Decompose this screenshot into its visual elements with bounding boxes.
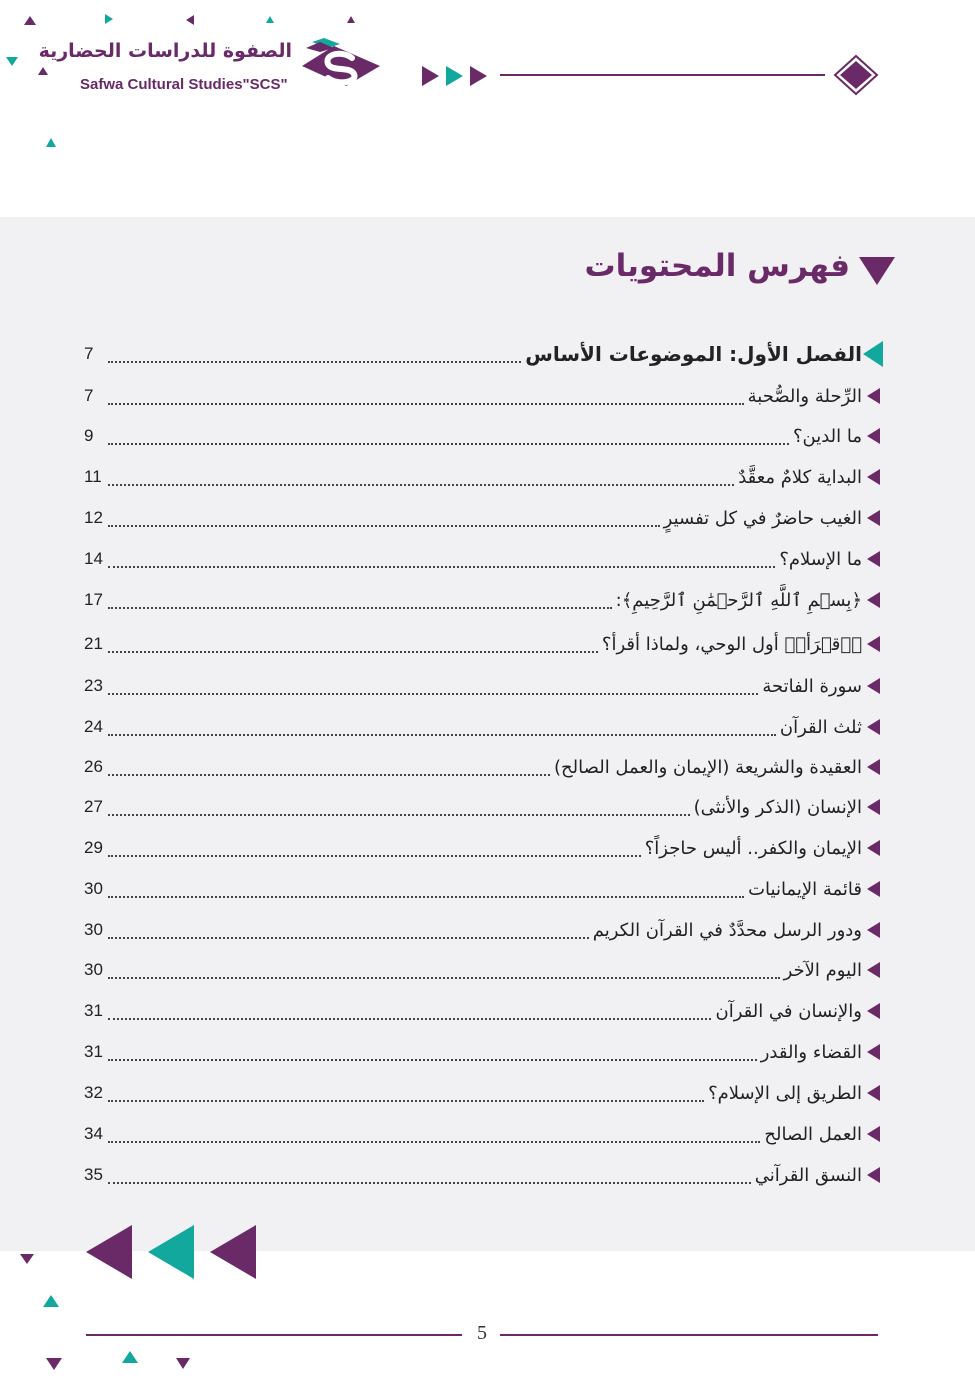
dot-leader xyxy=(108,732,776,736)
dot-leader xyxy=(108,772,550,776)
bullet-triangle-icon xyxy=(862,469,884,485)
toc-entry-title: سورة الفاتحة xyxy=(762,675,862,697)
decor-triangle xyxy=(6,57,18,66)
bullet-triangle-icon xyxy=(862,592,884,608)
toc-page-number: 31 xyxy=(84,1042,103,1061)
dot-leader xyxy=(108,649,598,653)
toc-page-number: 24 xyxy=(84,717,103,736)
bullet-triangle-icon xyxy=(862,799,884,815)
toc-row[interactable] xyxy=(84,666,884,706)
toc-row[interactable] xyxy=(84,580,884,620)
dot-leader xyxy=(108,1098,704,1102)
dot-leader xyxy=(108,1016,711,1020)
toc-row[interactable] xyxy=(84,787,884,827)
toc-page-number: 21 xyxy=(84,634,103,653)
toc-entry-title: ثلث القرآن xyxy=(779,716,862,738)
toc-row[interactable] xyxy=(84,624,884,664)
toc-row[interactable] xyxy=(84,1073,884,1113)
toc-page-number: 9 xyxy=(84,426,94,445)
toc-row[interactable] xyxy=(84,950,884,990)
arrow-right-icon xyxy=(470,66,487,86)
dot-leader xyxy=(108,523,660,527)
toc-page-number: 23 xyxy=(84,676,103,695)
toc-row[interactable] xyxy=(84,1032,884,1072)
arrow-left-icon xyxy=(210,1225,256,1279)
decor-triangle xyxy=(43,1295,59,1307)
toc-entry-title: اليوم الآخر xyxy=(783,959,862,981)
footer-divider-right xyxy=(500,1334,878,1336)
toc-row[interactable] xyxy=(84,376,884,416)
toc-entry-title: البداية كلامٌ معقَّدٌ xyxy=(738,466,862,488)
dot-leader xyxy=(108,359,521,363)
dot-leader xyxy=(108,1139,760,1143)
bullet-triangle-icon xyxy=(862,388,884,404)
toc-entry-title: النسق القرآني xyxy=(754,1164,862,1186)
bullet-triangle-icon xyxy=(862,922,884,938)
dot-leader xyxy=(108,1180,751,1184)
arrow-right-icon xyxy=(422,66,439,86)
toc-entry-title: ﴿ٱقۡرَأۡ﴾ أول الوحي، ولماذا أقرأ؟ xyxy=(601,633,862,655)
toc-page-number: 27 xyxy=(84,797,103,816)
decor-triangle xyxy=(46,1358,62,1370)
toc-entry-title: ﴿بِسۡمِ ٱللَّهِ ٱلرَّحۡمَٰنِ ٱلرَّحِيمِ﴾: xyxy=(615,589,862,611)
toc-entry-title: الإيمان والكفر.. أليس حاجزاً؟ xyxy=(644,837,862,859)
diamond-icon xyxy=(833,54,879,96)
toc-chapter-row[interactable] xyxy=(84,334,884,374)
arrow-right-icon xyxy=(446,66,463,86)
bullet-triangle-icon xyxy=(862,759,884,775)
toc-row[interactable] xyxy=(84,910,884,950)
toc-entry-title: الرِّحلة والصُّحبة xyxy=(747,385,862,407)
bullet-triangle-icon xyxy=(862,551,884,567)
dot-leader xyxy=(108,564,775,568)
toc-row[interactable] xyxy=(84,498,884,538)
bullet-triangle-icon xyxy=(862,1003,884,1019)
toc-entry-title: ما الإسلام؟ xyxy=(779,548,862,570)
toc-row[interactable] xyxy=(84,828,884,868)
toc-entry-title: ودور الرسل محدَّدٌ في القرآن الكريم xyxy=(592,919,862,941)
logo-arabic-name: الصفوة للدراسات الحضارية xyxy=(38,40,292,62)
dot-leader xyxy=(108,894,744,898)
chapter-bullet-icon xyxy=(862,341,884,367)
dot-leader xyxy=(108,401,744,405)
toc-page-number: 29 xyxy=(84,838,103,857)
bullet-triangle-icon xyxy=(862,1126,884,1142)
dot-leader xyxy=(108,691,758,695)
toc-page-number: 31 xyxy=(84,1001,103,1020)
decor-triangle xyxy=(186,15,194,25)
toc-page-number: 7 xyxy=(84,386,94,405)
arrow-left-icon xyxy=(148,1225,194,1279)
toc-page-number: 30 xyxy=(84,960,103,979)
dot-leader xyxy=(108,812,690,816)
toc-entry-title: الطريق إلى الإسلام؟ xyxy=(708,1082,862,1104)
footer-divider-left xyxy=(86,1334,462,1336)
arrow-left-icon xyxy=(86,1225,132,1279)
dot-leader xyxy=(108,605,612,609)
bullet-triangle-icon xyxy=(862,1044,884,1060)
toc-row[interactable] xyxy=(84,416,884,456)
toc-entry-title: الغيب حاضرٌ في كل تفسيرٍ xyxy=(663,507,862,529)
bullet-triangle-icon xyxy=(862,428,884,444)
toc-page-number: 32 xyxy=(84,1083,103,1102)
toc-row[interactable] xyxy=(84,991,884,1031)
toc-entry-title: الفصل الأول: الموضوعات الأساس xyxy=(525,342,862,366)
dot-leader xyxy=(108,975,780,979)
decor-triangle xyxy=(20,1254,34,1264)
toc-entry-title: قائمة الإيمانيات xyxy=(748,878,862,900)
toc-row[interactable] xyxy=(84,747,884,787)
toc-row[interactable] xyxy=(84,869,884,909)
decor-triangle xyxy=(24,16,36,25)
decor-triangle xyxy=(347,16,355,23)
bullet-triangle-icon xyxy=(862,1085,884,1101)
toc-page-number: 26 xyxy=(84,757,103,776)
toc-row[interactable] xyxy=(84,539,884,579)
toc-entry-title: الإنسان (الذكر والأنثى) xyxy=(693,796,862,818)
dot-leader xyxy=(108,441,789,445)
decor-triangle xyxy=(105,14,113,24)
bullet-triangle-icon xyxy=(862,510,884,526)
toc-row[interactable] xyxy=(84,1114,884,1154)
toc-entry-title: ما الدين؟ xyxy=(792,425,862,447)
bullet-triangle-icon xyxy=(862,840,884,856)
decor-triangle xyxy=(176,1358,190,1369)
decor-triangle xyxy=(38,67,48,75)
bullet-triangle-icon xyxy=(862,962,884,978)
scs-swirl-logo-icon xyxy=(294,36,380,96)
toc-page-number: 14 xyxy=(84,549,103,568)
toc-page-number: 30 xyxy=(84,879,103,898)
toc-page-number: 17 xyxy=(84,590,103,609)
toc-row[interactable] xyxy=(84,1155,884,1195)
page-number: 5 xyxy=(477,1322,487,1344)
bullet-triangle-icon xyxy=(862,881,884,897)
header-divider xyxy=(500,74,825,76)
dot-leader xyxy=(108,482,734,486)
toc-page-number: 34 xyxy=(84,1124,103,1143)
toc-row[interactable] xyxy=(84,707,884,747)
logo-english-name: Safwa Cultural Studies"SCS" xyxy=(80,76,288,93)
toc-page-number: 7 xyxy=(84,344,94,363)
bullet-triangle-icon xyxy=(862,719,884,735)
toc-entry-title: والإنسان في القرآن xyxy=(715,1000,862,1022)
decor-triangle xyxy=(46,138,56,147)
toc-row[interactable] xyxy=(84,457,884,497)
title-triangle-icon xyxy=(859,257,895,285)
decor-triangle xyxy=(122,1351,138,1363)
toc-page-number: 11 xyxy=(84,467,102,486)
bullet-triangle-icon xyxy=(862,636,884,652)
bullet-triangle-icon xyxy=(862,678,884,694)
toc-entry-title: العقيدة والشريعة (الإيمان والعمل الصالح) xyxy=(554,756,862,778)
dot-leader xyxy=(108,1057,757,1061)
toc-entry-title: العمل الصالح xyxy=(764,1123,862,1145)
page-title: فهرس المحتويات xyxy=(584,248,850,284)
toc-page-number: 12 xyxy=(84,508,103,527)
toc-entry-title: القضاء والقدر xyxy=(760,1041,862,1063)
toc-page-number: 35 xyxy=(84,1165,103,1184)
bullet-triangle-icon xyxy=(862,1167,884,1183)
dot-leader xyxy=(108,935,589,939)
decor-triangle xyxy=(266,16,274,23)
brand-logo xyxy=(38,36,380,100)
toc-page-number: 30 xyxy=(84,920,103,939)
dot-leader xyxy=(108,853,641,857)
